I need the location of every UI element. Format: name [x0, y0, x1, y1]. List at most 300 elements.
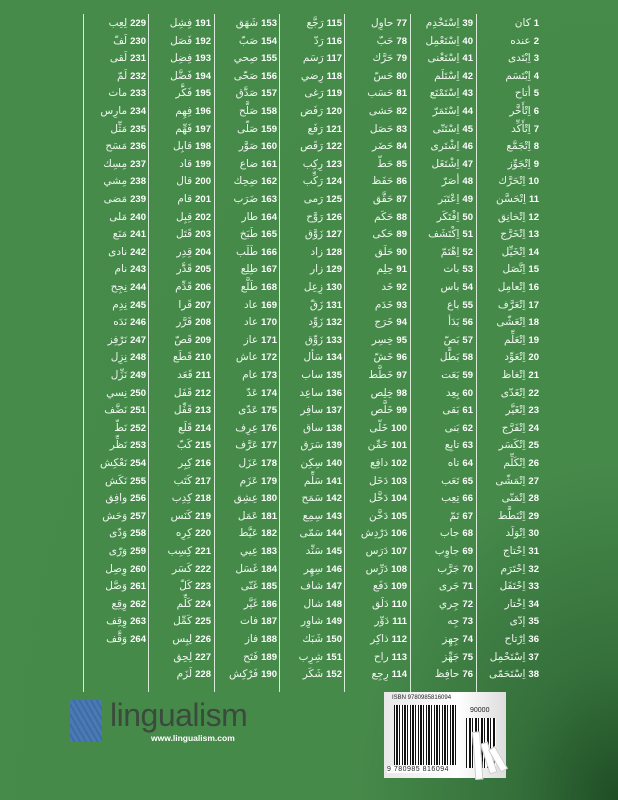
- list-item: [176, 173, 211, 190]
- list-item: [505, 631, 539, 648]
- item-number: 261: [130, 581, 146, 593]
- item-word: اِفْتَكَر: [436, 210, 460, 223]
- item-word: مَضى: [103, 193, 128, 205]
- item-number: 186: [261, 598, 277, 610]
- list-item: [504, 349, 539, 366]
- list-item: [305, 226, 342, 243]
- item-number: 219: [195, 510, 211, 522]
- item-number: 128: [326, 246, 342, 258]
- item-word: مَنَع: [112, 228, 128, 241]
- item-word: باس: [440, 281, 460, 293]
- item-word: صَدَّق: [235, 87, 259, 100]
- item-word: رَغى: [304, 87, 324, 100]
- list-item: [443, 261, 473, 278]
- item-word: اِسْتَخْدِم: [425, 17, 460, 29]
- list-item: [369, 490, 407, 507]
- item-number: 44: [462, 106, 473, 117]
- item-number: 247: [130, 334, 146, 346]
- item-number: 260: [130, 563, 146, 575]
- item-word: خَمِّن: [367, 439, 389, 452]
- item-number: 178: [261, 458, 277, 469]
- item-number: 81: [396, 88, 407, 100]
- list-item: [238, 508, 277, 525]
- item-number: 144: [326, 528, 342, 540]
- item-number: 223: [195, 581, 211, 593]
- item-number: 257: [130, 510, 146, 522]
- list-item: [113, 33, 146, 50]
- item-word: قال: [176, 175, 193, 188]
- list-item: [314, 33, 342, 50]
- item-word: كَتَب: [173, 474, 193, 487]
- list-item: [174, 332, 211, 349]
- item-word: دَفَع: [372, 580, 389, 593]
- list-item: [439, 596, 473, 613]
- item-number: 126: [326, 211, 342, 223]
- list-item: [310, 297, 342, 314]
- word-column: [83, 14, 149, 692]
- item-number: 40: [462, 35, 473, 47]
- item-number: 198: [195, 141, 211, 153]
- list-item: [244, 297, 277, 314]
- list-item: [502, 367, 539, 384]
- item-word: شَكَر: [302, 668, 324, 681]
- item-word: قَصّ: [174, 333, 193, 346]
- item-number: 2: [533, 35, 539, 47]
- item-word: غَسَل: [235, 562, 259, 575]
- item-number: 36: [528, 634, 539, 645]
- item-word: حَبّ: [376, 34, 394, 47]
- list-item: [435, 666, 473, 683]
- item-number: 51: [462, 229, 473, 241]
- item-number: 16: [528, 282, 539, 293]
- item-word: خَطَّط: [368, 369, 394, 381]
- item-number: 43: [462, 88, 473, 100]
- item-word: حاوِل: [371, 17, 394, 29]
- item-word: لِحِق: [173, 650, 193, 663]
- item-word: كَلّ: [179, 580, 193, 593]
- item-number: 258: [130, 528, 146, 540]
- item-word: رَفَع: [307, 122, 324, 135]
- item-number: 87: [396, 194, 407, 205]
- list-item: [440, 349, 473, 366]
- item-number: 229: [130, 18, 146, 29]
- item-word: حِلِم: [376, 263, 394, 276]
- list-item: [236, 15, 277, 32]
- item-number: 182: [261, 528, 277, 540]
- item-number: 249: [130, 370, 146, 381]
- list-item: [437, 561, 473, 578]
- item-number: 25: [528, 440, 539, 452]
- item-number: 153: [261, 18, 277, 29]
- item-word: اِسْتَحْمِل: [489, 650, 526, 663]
- item-word: طِلِع: [240, 263, 259, 276]
- list-item: [172, 631, 211, 648]
- item-word: اِسْتَعْمِل: [425, 34, 460, 47]
- list-item: [117, 68, 146, 85]
- item-word: اِتْنَطَّط: [497, 509, 526, 522]
- item-number: 129: [326, 264, 342, 276]
- item-number: 62: [462, 422, 473, 434]
- list-item: [236, 244, 277, 261]
- list-item: [100, 103, 146, 120]
- list-item: [175, 121, 211, 138]
- list-item: [447, 297, 473, 314]
- list-item: [505, 525, 539, 542]
- list-item: [109, 209, 146, 226]
- item-number: 187: [261, 616, 277, 628]
- list-item: [300, 525, 342, 542]
- item-number: 66: [462, 493, 473, 505]
- item-word: حَضَر: [372, 140, 394, 153]
- list-item: [372, 596, 407, 613]
- item-word: قَدَّر: [176, 263, 193, 276]
- item-word: قَلَع: [178, 421, 193, 434]
- list-item: [173, 613, 211, 630]
- item-number: 149: [326, 616, 342, 628]
- list-item: [170, 33, 211, 50]
- list-item: [504, 332, 539, 349]
- list-item: [241, 261, 277, 278]
- item-number: 89: [396, 229, 407, 241]
- list-item: [229, 666, 277, 683]
- item-word: طَبَخ: [239, 228, 259, 241]
- list-item: [302, 631, 342, 648]
- item-word: وَحَش: [102, 509, 128, 522]
- item-word: اِتْمَنّى: [501, 492, 526, 505]
- item-number: 114: [391, 669, 407, 681]
- item-word: جِهِز: [442, 633, 460, 645]
- item-number: 99: [396, 405, 407, 417]
- item-word: دَخَّن: [368, 509, 389, 522]
- item-number: 168: [261, 282, 277, 293]
- barcode-addon: 90000: [470, 707, 490, 714]
- item-word: ساعِد: [299, 386, 324, 399]
- list-item: [307, 121, 342, 138]
- item-number: 137: [326, 405, 342, 417]
- list-item: [374, 349, 407, 366]
- item-number: 121: [326, 123, 342, 135]
- item-word: بَدَأ: [448, 316, 460, 329]
- item-word: دَرْدِش: [360, 527, 389, 540]
- list-item: [300, 437, 342, 454]
- list-item: [114, 420, 146, 437]
- item-word: نَضَّف: [104, 404, 128, 417]
- list-item: [300, 138, 342, 155]
- list-item: [425, 33, 473, 50]
- list-item: [240, 543, 277, 560]
- item-number: 218: [195, 493, 211, 505]
- item-number: 32: [528, 563, 539, 575]
- item-number: 199: [195, 158, 211, 170]
- list-item: [495, 473, 539, 490]
- list-item: [242, 367, 277, 384]
- list-item: [303, 156, 342, 173]
- item-number: 205: [195, 264, 211, 276]
- item-number: 242: [130, 246, 146, 258]
- item-word: كان: [514, 17, 531, 29]
- isbn-label: ISBN 9780985816094: [392, 695, 452, 701]
- item-word: فَتَح: [243, 650, 259, 663]
- list-item: [110, 50, 146, 67]
- list-item: [170, 15, 211, 32]
- item-word: اِسْتَمَرّ: [432, 105, 460, 117]
- list-item: [515, 15, 539, 32]
- item-word: وِصِل: [105, 562, 128, 575]
- list-item: [240, 473, 277, 490]
- item-number: 56: [462, 317, 473, 329]
- item-word: بات: [443, 263, 460, 276]
- item-number: 125: [326, 194, 342, 205]
- list-item: [110, 121, 146, 138]
- item-word: كَبّ: [176, 439, 193, 452]
- item-word: تَمّ: [449, 509, 460, 522]
- list-item: [366, 561, 407, 578]
- item-number: 183: [261, 546, 277, 557]
- item-word: اِحْتَفَل: [499, 580, 526, 593]
- item-word: سَنِّد: [305, 545, 324, 557]
- item-number: 53: [462, 264, 473, 276]
- item-number: 237: [130, 158, 146, 170]
- item-word: اِتْأَكِّد: [511, 122, 531, 135]
- list-item: [110, 437, 146, 454]
- item-number: 166: [261, 246, 277, 258]
- item-number: 45: [462, 123, 473, 135]
- list-item: [176, 314, 211, 331]
- item-number: 94: [396, 317, 407, 329]
- item-word: اِتْعامِل: [497, 281, 526, 293]
- item-number: 146: [326, 563, 342, 575]
- item-word: لَقى: [109, 52, 128, 65]
- item-word: قِدِر: [176, 245, 193, 258]
- item-word: خَلَّص: [370, 404, 394, 417]
- item-word: إدّى: [509, 615, 526, 628]
- item-word: كِبِر: [178, 457, 193, 469]
- item-word: لِبِس: [172, 633, 193, 645]
- item-number: 20: [528, 352, 539, 364]
- list-item: [502, 244, 539, 261]
- list-item: [179, 578, 211, 595]
- item-word: دافِع: [369, 457, 389, 469]
- item-number: 163: [261, 194, 277, 205]
- item-number: 161: [261, 158, 277, 170]
- list-item: [304, 279, 342, 296]
- item-number: 82: [396, 106, 407, 117]
- item-word: اِسْتَغْنى: [427, 52, 460, 65]
- item-word: أصَرّ: [441, 175, 460, 188]
- item-word: وَرّى: [108, 545, 128, 557]
- item-word: خَلّى: [369, 421, 389, 434]
- item-number: 174: [261, 387, 277, 399]
- list-item: [310, 261, 342, 278]
- item-word: مَثِّل: [110, 122, 128, 135]
- item-number: 208: [195, 317, 211, 329]
- item-word: نام: [114, 263, 128, 276]
- item-word: اِتْوَلَد: [505, 527, 526, 540]
- item-word: شاوِر: [301, 615, 324, 628]
- list-item: [100, 455, 146, 472]
- list-item: [496, 191, 539, 208]
- item-number: 157: [261, 88, 277, 100]
- item-number: 47: [462, 158, 473, 170]
- list-item: [105, 138, 146, 155]
- list-item: [510, 33, 539, 50]
- item-number: 150: [326, 634, 342, 645]
- list-item: [235, 437, 277, 454]
- item-number: 8: [533, 141, 539, 153]
- item-number: 156: [261, 70, 277, 82]
- item-number: 209: [195, 334, 211, 346]
- item-number: 241: [130, 229, 146, 241]
- item-number: 221: [195, 546, 211, 557]
- item-word: رِكِب: [302, 157, 324, 170]
- item-number: 239: [130, 194, 146, 205]
- list-item: [176, 209, 211, 226]
- item-word: مِشي: [103, 175, 128, 188]
- item-number: 164: [261, 211, 277, 223]
- item-word: تاه: [447, 457, 460, 469]
- item-word: رَمى: [303, 193, 324, 205]
- item-number: 1: [533, 18, 539, 29]
- item-word: عام: [242, 369, 259, 381]
- item-number: 143: [326, 510, 342, 522]
- list-item: [235, 420, 277, 437]
- item-word: رَفَض: [300, 105, 324, 117]
- item-word: كِرِه: [175, 527, 193, 540]
- item-number: 189: [261, 651, 277, 663]
- list-item: [240, 226, 277, 243]
- list-item: [442, 649, 473, 666]
- item-word: قَرا: [178, 298, 193, 311]
- list-item: [371, 402, 407, 419]
- item-number: 106: [391, 528, 407, 540]
- item-number: 246: [130, 317, 146, 329]
- list-item: [447, 613, 473, 630]
- list-item: [442, 173, 473, 190]
- item-word: خَد: [381, 281, 394, 293]
- item-word: وَصَّل: [105, 580, 128, 593]
- item-number: 194: [195, 70, 211, 82]
- list-item: [112, 297, 146, 314]
- item-word: عاز: [243, 333, 259, 346]
- list-item: [372, 138, 407, 155]
- list-item: [105, 473, 146, 490]
- item-word: عَرَّف: [235, 439, 259, 452]
- item-word: غَنّى: [240, 580, 259, 593]
- list-item: [369, 508, 407, 525]
- item-word: بَصّ: [443, 333, 460, 346]
- list-item: [173, 649, 211, 666]
- list-item: [501, 385, 539, 402]
- item-number: 3: [533, 53, 539, 65]
- item-word: صَبّ: [238, 34, 259, 47]
- item-word: سَمَح: [301, 492, 324, 505]
- item-number: 76: [462, 669, 473, 681]
- item-word: فِشِل: [169, 17, 193, 29]
- item-number: 172: [261, 352, 277, 364]
- item-number: 17: [528, 299, 539, 311]
- item-number: 67: [462, 510, 473, 522]
- item-word: شَهَق: [235, 17, 259, 29]
- item-word: طَلَب: [235, 245, 259, 258]
- publisher-name: lingualism: [110, 697, 248, 733]
- item-word: حَسَب: [367, 87, 394, 100]
- list-item: [372, 50, 407, 67]
- list-item: [368, 367, 407, 384]
- barcode-bars: [394, 705, 458, 765]
- list-item: [490, 649, 539, 666]
- item-word: اِتْكَسَر: [498, 439, 526, 452]
- item-word: اِحْتَرَم: [500, 562, 526, 575]
- list-item: [510, 613, 539, 630]
- item-number: 4: [533, 70, 539, 82]
- word-column: [344, 14, 410, 692]
- item-number: 244: [130, 282, 146, 293]
- item-number: 206: [195, 282, 211, 293]
- list-item: [111, 596, 146, 613]
- item-word: اِكْتَشَف: [428, 228, 460, 241]
- list-item: [508, 50, 539, 67]
- item-number: 140: [326, 458, 342, 469]
- item-word: مارِس: [100, 105, 128, 117]
- list-item: [173, 138, 211, 155]
- item-number: 108: [391, 563, 407, 575]
- item-number: 213: [195, 405, 211, 417]
- item-number: 131: [326, 299, 342, 311]
- list-item: [426, 15, 473, 32]
- list-item: [176, 525, 211, 542]
- item-number: 58: [462, 352, 473, 364]
- list-item: [442, 402, 473, 419]
- item-word: فِهِم: [175, 105, 193, 117]
- item-word: قَطَع: [172, 351, 193, 364]
- item-number: 252: [130, 422, 146, 434]
- item-word: بِعِد: [445, 386, 460, 399]
- list-item: [369, 473, 407, 490]
- item-number: 124: [326, 176, 342, 188]
- list-item: [238, 402, 277, 419]
- item-number: 48: [462, 176, 473, 188]
- item-word: خِلِص: [370, 386, 394, 399]
- list-item: [174, 473, 211, 490]
- list-item: [106, 631, 146, 648]
- item-number: 147: [326, 581, 342, 593]
- list-item: [103, 156, 146, 173]
- item-number: 133: [326, 334, 342, 346]
- item-number: 93: [396, 299, 407, 311]
- item-number: 84: [396, 141, 407, 153]
- item-word: وِقِف: [106, 615, 128, 628]
- word-column: [410, 14, 476, 692]
- item-number: 83: [396, 123, 407, 135]
- item-word: سِهِر: [303, 562, 324, 575]
- item-word: فات: [240, 615, 259, 628]
- item-number: 95: [396, 334, 407, 346]
- item-word: اِتْغَيَّر: [505, 404, 526, 417]
- item-word: طَلَّع: [240, 281, 259, 293]
- item-number: 193: [195, 53, 211, 65]
- list-item: [299, 385, 342, 402]
- item-number: 263: [130, 616, 146, 628]
- item-word: عاد: [244, 316, 259, 329]
- item-word: سِمِع: [302, 509, 324, 522]
- item-word: عَدّ: [246, 386, 259, 399]
- list-item: [431, 138, 473, 155]
- item-word: حَكى: [372, 228, 394, 241]
- item-word: اِتْأَخَّر: [509, 105, 531, 117]
- item-number: 240: [130, 211, 146, 223]
- list-item: [381, 279, 407, 296]
- list-item: [301, 367, 342, 384]
